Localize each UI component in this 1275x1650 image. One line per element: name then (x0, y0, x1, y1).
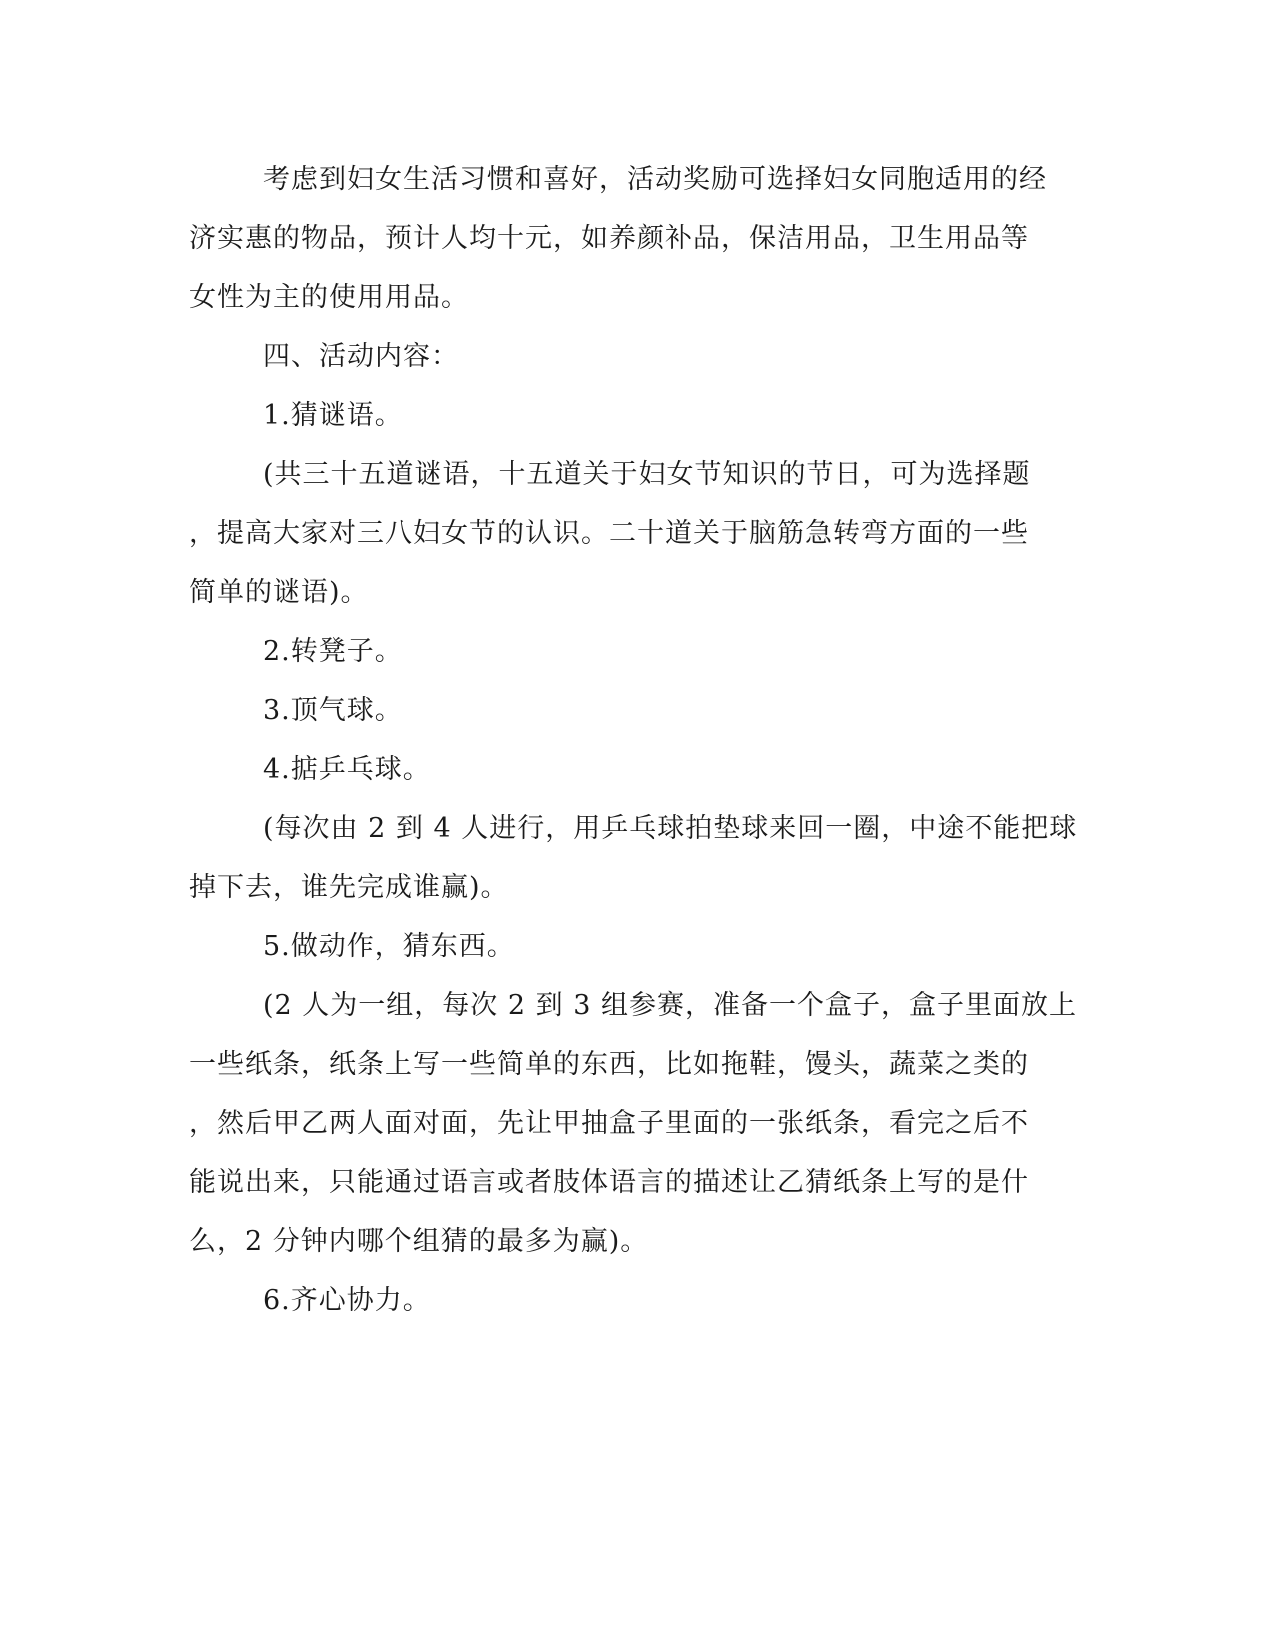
paragraph-line: 简单的谜语)。 (189, 577, 369, 608)
list-item-title: 3.顶气球。 (263, 695, 403, 726)
paragraph-line: 女性为主的使用用品。 (189, 282, 469, 313)
paragraph-line: 济实惠的物品，预计人均十元，如养颜补品，保洁用品，卫生用品等 (189, 223, 1029, 254)
list-item-title: 2.转凳子。 (263, 636, 403, 667)
section-heading: 四、活动内容： (263, 341, 459, 372)
list-item-title: 5.做动作，猜东西。 (263, 931, 515, 962)
paragraph-line: 能说出来，只能通过语言或者肢体语言的描述让乙猜纸条上写的是什 (189, 1167, 1029, 1198)
paragraph-line: ，提高大家对三八妇女节的认识。二十道关于脑筋急转弯方面的一些 (189, 518, 1029, 549)
paragraph-line: (每次由 2 到 4 人进行，用乒乓球拍垫球来回一圈，中途不能把球 (263, 813, 1078, 844)
paragraph-line: ，然后甲乙两人面对面，先让甲抽盒子里面的一张纸条，看完之后不 (189, 1108, 1029, 1139)
list-item-title: 6.齐心协力。 (263, 1285, 431, 1316)
paragraph-line: 么，2 分钟内哪个组猜的最多为赢)。 (189, 1226, 649, 1257)
paragraph-line: (2 人为一组，每次 2 到 3 组参赛，准备一个盒子，盒子里面放上 (263, 990, 1077, 1021)
list-item-title: 4.掂乒乓球。 (263, 754, 431, 785)
paragraph-line: 掉下去，谁先完成谁赢)。 (189, 872, 509, 903)
paragraph-line: 一些纸条，纸条上写一些简单的东西，比如拖鞋，馒头，蔬菜之类的 (189, 1049, 1029, 1080)
list-item-title: 1.猜谜语。 (263, 400, 403, 431)
paragraph-line: (共三十五道谜语，十五道关于妇女节知识的节日，可为选择题 (263, 459, 1031, 490)
paragraph-line: 考虑到妇女生活习惯和喜好，活动奖励可选择妇女同胞适用的经 (263, 164, 1047, 195)
